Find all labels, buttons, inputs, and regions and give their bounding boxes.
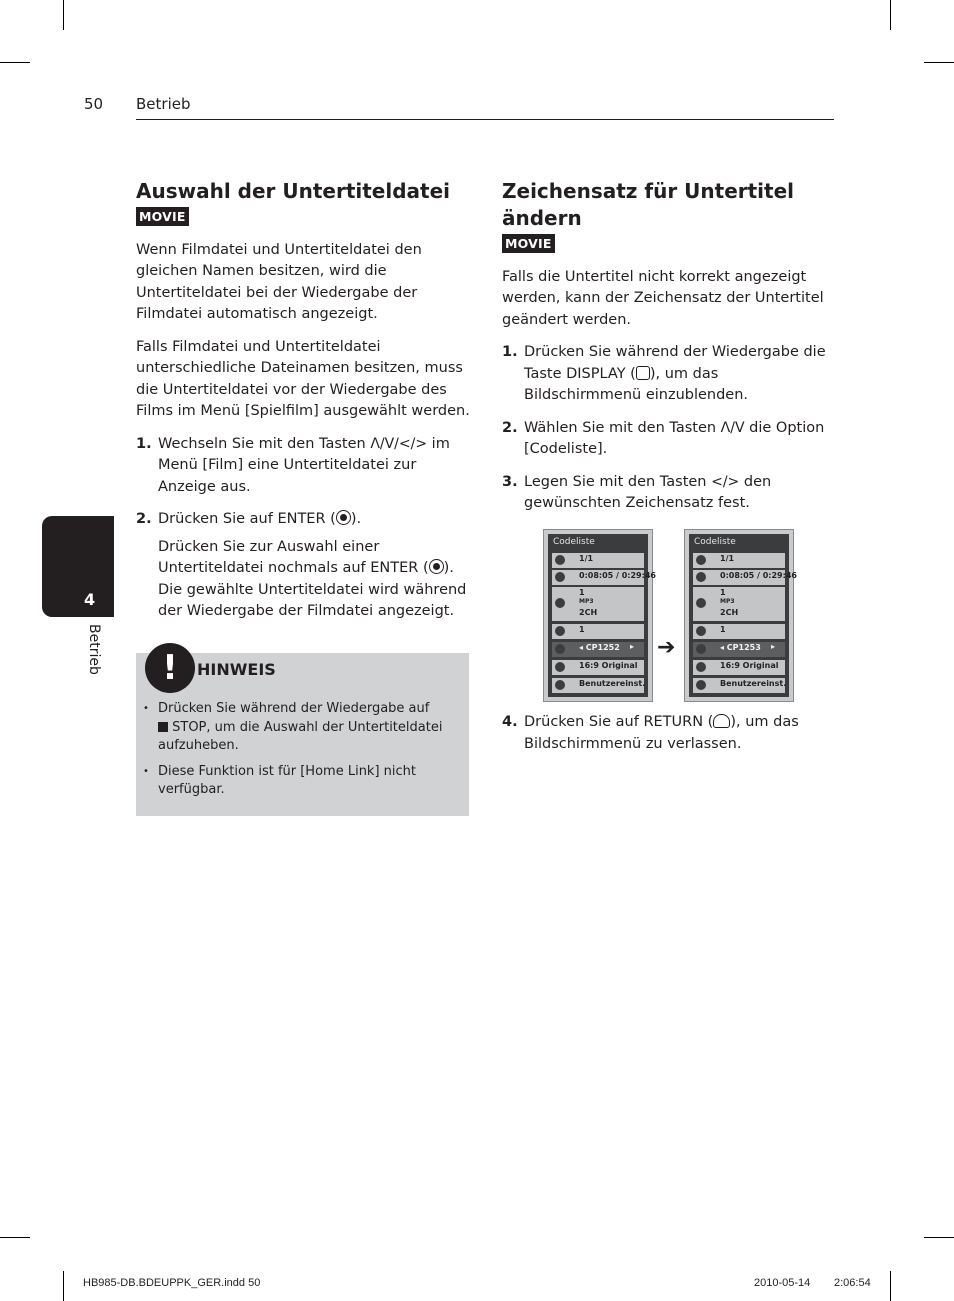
menu-row-text: 16:9 Original — [579, 661, 638, 670]
step-text: im Menü [Film] eine Untertiteldatei zur Anzeige aus. — [158, 435, 450, 495]
left-step-2 — [136, 509, 471, 623]
crop-mark — [890, 0, 891, 30]
menu-row-subtitle — [693, 624, 785, 639]
menu-row-text: 1 — [720, 625, 726, 634]
subtitle-icon — [555, 626, 565, 636]
step-text: Drücken Sie auf ENTER ( — [158, 511, 336, 527]
menu-row-text: 0:08:05 / 0:29:46 — [720, 571, 797, 580]
menu-row-user-settings — [552, 678, 644, 693]
footer-date: 2010-05-14 — [754, 1277, 811, 1289]
left-column — [136, 178, 471, 623]
menu-panel — [548, 534, 656, 697]
screen-icon — [696, 662, 706, 672]
step-text: Wählen Sie mit den Tasten — [524, 419, 721, 436]
stop-icon — [158, 722, 168, 732]
section-title: Betrieb — [136, 95, 191, 113]
menu-row-aspect — [693, 660, 785, 675]
chapter-label: Betrieb — [86, 624, 102, 675]
clock-icon — [696, 572, 706, 582]
settings-icon — [555, 680, 565, 690]
menu-row-text: 16:9 Original — [720, 661, 779, 670]
step-text: Wechseln Sie mit den Tasten — [158, 435, 371, 452]
menu-title: Codeliste — [694, 537, 736, 547]
step-number: 3. — [502, 473, 518, 490]
screen-icon — [555, 662, 565, 672]
codepage-icon — [696, 644, 706, 654]
movie-badge: MOVIE — [136, 207, 189, 226]
left-heading: Auswahl der Untertiteldatei — [136, 179, 451, 203]
chevron-right-icon: ▸ — [770, 642, 775, 651]
display-icon — [636, 366, 650, 380]
menu-row-codepage — [552, 642, 644, 657]
right-step-4 — [502, 712, 834, 755]
menu-row-user-settings — [693, 678, 785, 693]
menu-row-text: Benutzereinst. — [579, 679, 646, 688]
settings-icon — [696, 680, 706, 690]
left-paragraph-2: Falls Filmdatei und Untertiteldatei unterschiedliche Dateinamen besitzen, muss die Untertiteldatei vor der Wiedergabe des Films im Menü [Spielfilm] ausgewählt werden. — [136, 338, 470, 419]
menu-row-text: 0:08:05 / 0:29:46 — [579, 571, 656, 580]
movie-badge: MOVIE — [502, 234, 555, 253]
menu-row-title — [693, 553, 785, 568]
note-text: STOP, um die Auswahl der Untertiteldatei aufzuheben. — [158, 719, 443, 753]
crop-mark — [63, 1271, 64, 1301]
step-text: den gewünschten Zeichensatz fest. — [524, 473, 772, 511]
enter-icon — [429, 559, 444, 574]
return-icon — [713, 714, 730, 728]
right-step-3 — [502, 472, 834, 515]
menu-row-text: 1 — [579, 588, 585, 597]
menu-row-title — [552, 553, 644, 568]
left-step-1 — [136, 434, 471, 499]
chapter-tab — [42, 516, 114, 617]
crop-mark — [63, 0, 64, 30]
menu-screenshot-before — [543, 529, 656, 702]
note-item — [143, 700, 453, 756]
step-subtext — [158, 537, 471, 623]
step-number: 4. — [502, 714, 518, 730]
arrow-right-icon: ➔ — [657, 635, 676, 660]
disc-icon — [555, 598, 565, 608]
crop-mark — [924, 1237, 954, 1238]
right-column-bottom — [502, 712, 834, 755]
right-step-1 — [502, 342, 834, 407]
menu-row-audio — [693, 587, 785, 621]
menu-row-audio — [552, 587, 644, 621]
menu-row-time — [693, 570, 797, 585]
menu-row-subtext: MP3 — [579, 598, 594, 605]
footer-time: 2:06:54 — [834, 1277, 871, 1289]
arrow-keys: </> — [711, 473, 740, 490]
crop-mark — [924, 62, 954, 63]
right-column — [502, 178, 834, 515]
enter-icon — [336, 510, 351, 525]
menu-row-text: 1 — [720, 588, 726, 597]
footer-file: HB985-DB.BDEUPPK_GER.indd 50 — [83, 1277, 261, 1289]
menu-row-text: ◂ CP1252 — [579, 643, 620, 652]
chapter-number: 4 — [84, 590, 96, 609]
step-number: 2. — [136, 511, 152, 527]
header-rule — [136, 119, 834, 120]
menu-row-subtext: 2CH — [720, 608, 739, 617]
menu-row-subtitle — [552, 624, 644, 639]
step-text: ), um das Bildschirmmenü zu verlassen. — [524, 714, 799, 752]
right-step-2 — [502, 418, 834, 461]
step-number: 2. — [502, 419, 518, 436]
page-number: 50 — [84, 95, 104, 113]
menu-row-text: Benutzereinst. — [720, 679, 787, 688]
subtitle-icon — [696, 626, 706, 636]
menu-row-text: ◂ CP1253 — [720, 643, 761, 652]
menu-screenshot-after — [684, 529, 797, 702]
menu-row-subtext: 2CH — [579, 608, 598, 617]
menu-panel — [689, 534, 797, 697]
disc-icon — [696, 598, 706, 608]
arrow-keys: Λ/V — [720, 419, 745, 436]
step-subtext-start: Drücken Sie zur Auswahl einer Untertiteldatei nochmals auf ENTER ( — [158, 538, 429, 576]
clock-icon — [555, 572, 565, 582]
menu-row-text: 1 — [579, 625, 585, 634]
step-text: ), um das Bildschirmmenü einzublenden. — [524, 365, 749, 403]
step-text: ). — [350, 511, 362, 527]
menu-title: Codeliste — [553, 537, 595, 547]
menu-row-subtext: MP3 — [720, 598, 735, 605]
menu-row-text: 1/1 — [579, 554, 594, 563]
crop-mark — [0, 1237, 30, 1238]
right-paragraph-1: Falls die Untertitel nicht korrekt angezeigt werden, kann der Zeichensatz der Untertitel geändert werden. — [502, 268, 824, 328]
menu-row-time — [552, 570, 656, 585]
note-list — [143, 700, 453, 807]
step-text: die Option [Codeliste]. — [524, 419, 825, 457]
step-text: Legen Sie mit den Tasten — [524, 473, 712, 490]
exclamation-icon: ! — [145, 643, 195, 693]
right-heading: Zeichensatz für Untertitel ändern — [502, 179, 795, 230]
crop-mark — [0, 62, 30, 63]
step-text: Drücken Sie auf RETURN ( — [524, 714, 714, 730]
menu-row-aspect — [552, 660, 644, 675]
left-paragraph-1: Wenn Filmdatei und Untertiteldatei den gleichen Namen besitzen, wird die Untertiteldatei bei der Wiedergabe der Filmdatei automatisch angezeigt. — [136, 241, 422, 322]
note-item: • Diese Funktion ist für [Home Link] nicht verfügbar. — [143, 763, 453, 800]
note-title: HINWEIS — [197, 660, 276, 679]
step-number: 1. — [136, 435, 152, 452]
title-icon — [555, 555, 565, 565]
chevron-right-icon: ▸ — [629, 642, 634, 651]
step-subtext-end: ). Die gewählte Untertiteldatei wird während der Wiedergabe der Filmdatei angezeigt. — [158, 560, 467, 619]
step-number: 1. — [502, 344, 518, 360]
arrow-keys: Λ/V/</> — [370, 435, 428, 452]
note-text: Drücken Sie während der Wiedergabe auf — [158, 701, 430, 716]
step-text: Drücken Sie während der Wiedergabe die Taste DISPLAY ( — [524, 344, 826, 382]
menu-row-codepage — [693, 642, 785, 657]
crop-mark — [890, 1271, 891, 1301]
title-icon — [696, 555, 706, 565]
menu-row-text: 1/1 — [720, 554, 735, 563]
codepage-icon — [555, 644, 565, 654]
